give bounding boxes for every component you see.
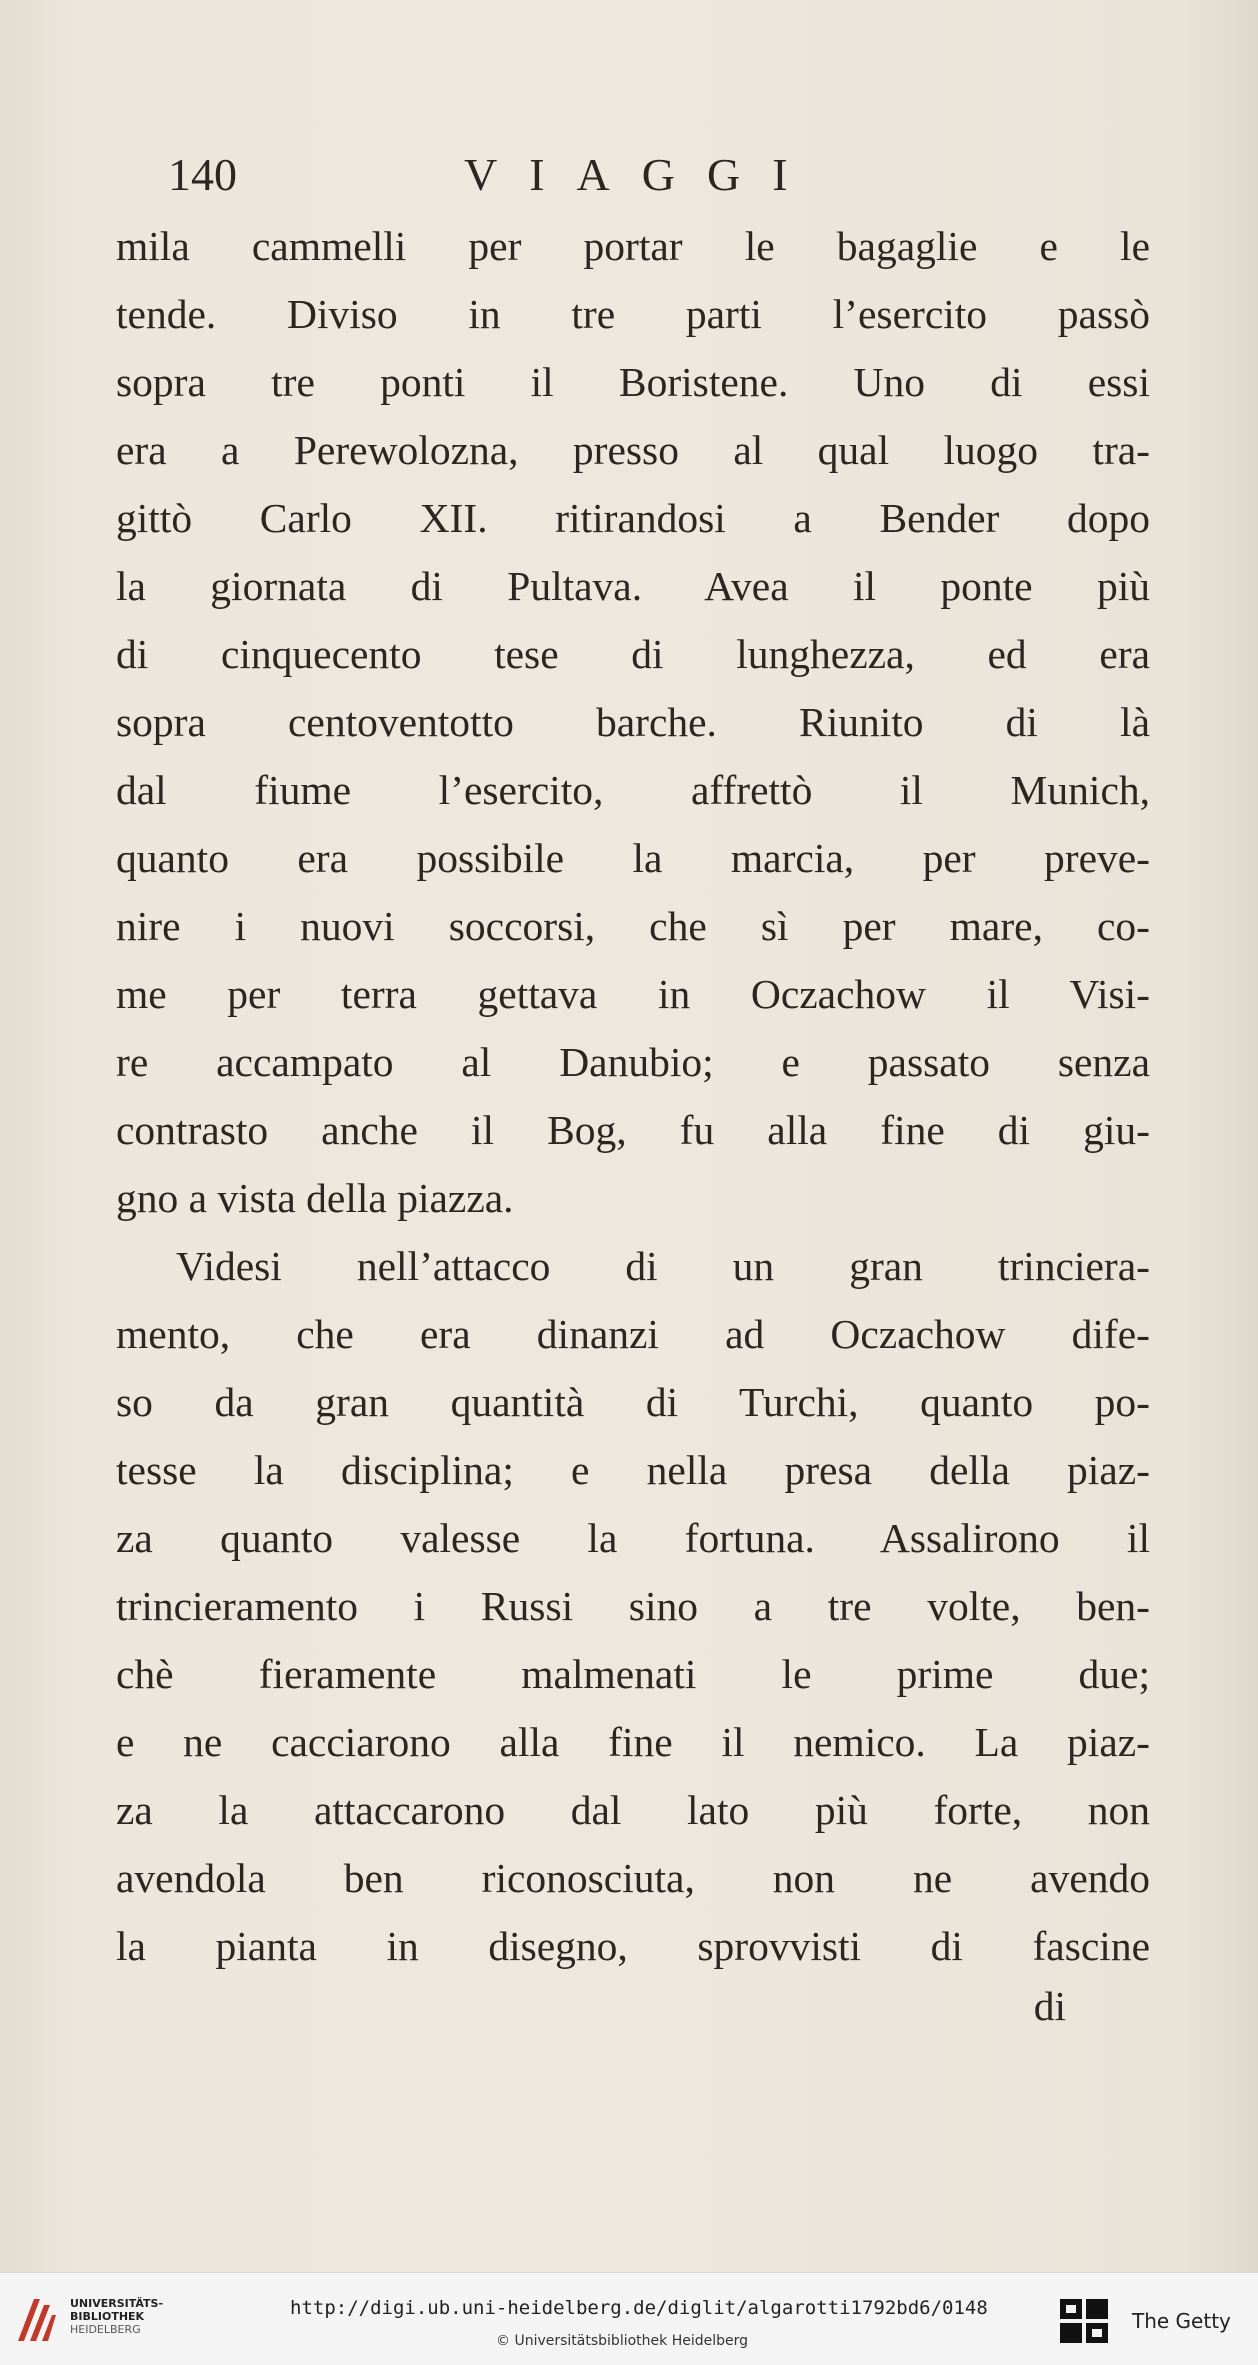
- paragraph-start-line: Videsi nell’attacco di un gran trinciera-: [176, 1243, 1150, 1289]
- text-line: contrasto anche il Bog, fu alla fine di giu-: [116, 1107, 1150, 1153]
- text-line: za la attaccarono dal lato più forte, non: [116, 1787, 1150, 1833]
- body-text: [116, 212, 1150, 1980]
- text-line: quanto era possibile la marcia, per preve-: [116, 835, 1150, 881]
- text-line: era a Perewolozna, presso al qual luogo tra-: [116, 427, 1150, 473]
- institution-line: UNIVERSITÄTS-: [70, 2297, 164, 2310]
- page-header: [168, 148, 1128, 208]
- text-line: sopra centoventotto barche. Riunito di là: [116, 699, 1150, 745]
- page-number: 140: [168, 149, 237, 200]
- text-line: di cinquecento tese di lunghezza, ed era: [116, 631, 1150, 677]
- text-line: mento, che era dinanzi ad Oczachow dife-: [116, 1311, 1150, 1357]
- viewer-footer: [0, 2272, 1258, 2365]
- text-line: re accampato al Danubio; e passato senza: [116, 1039, 1150, 1085]
- text-line: sopra tre ponti il Boristene. Uno di essi: [116, 359, 1150, 405]
- catchword: di: [1033, 1983, 1066, 2029]
- permalink-url[interactable]: http://digi.ub.uni-heidelberg.de/diglit/algarotti1792bd6/0148: [290, 2297, 988, 2319]
- institution-name: [70, 2297, 163, 2336]
- text-line: za quanto valesse la fortuna. Assalirono il: [116, 1515, 1150, 1561]
- text-line: trincieramento i Russi sino a tre volte, ben-: [116, 1583, 1150, 1629]
- text-line: la pianta in disegno, sprovvisti di fascine: [116, 1923, 1150, 1969]
- heidelberg-university-library-icon: [14, 2295, 58, 2345]
- text-line: nire i nuovi soccorsi, che sì per mare, co-: [116, 903, 1150, 949]
- text-line: e ne cacciarono alla fine il nemico. La piaz-: [116, 1719, 1150, 1765]
- text-line: chè fieramente malmenati le prime due;: [116, 1651, 1150, 1697]
- text-line: mila cammelli per portar le bagaglie e le: [116, 223, 1150, 269]
- text-line: so da gran quantità di Turchi, quanto po-: [116, 1379, 1150, 1425]
- text-line: gittò Carlo XII. ritirandosi a Bender dopo: [116, 495, 1150, 541]
- text-line: avendola ben riconosciuta, non ne avendo: [116, 1855, 1150, 1901]
- text-line: dal fiume l’esercito, affrettò il Munich,: [116, 767, 1150, 813]
- text-line: me per terra gettava in Oczachow il Visi-: [116, 971, 1150, 1017]
- partner-name: The Getty: [1132, 2309, 1231, 2333]
- institution-line: HEIDELBERG: [70, 2323, 141, 2336]
- institution-line: BIBLIOTHEK: [70, 2310, 145, 2323]
- running-head: VIAGGI: [464, 149, 820, 200]
- getty-icon: [1058, 2297, 1112, 2345]
- paragraph-end-line: gno a vista della piazza.: [116, 1175, 514, 1221]
- text-line: la giornata di Pultava. Avea il ponte più: [116, 563, 1150, 609]
- text-line: tende. Diviso in tre parti l’esercito passò: [116, 291, 1150, 337]
- copyright-notice: © Universitätsbibliothek Heidelberg: [496, 2333, 749, 2349]
- text-line: tesse la disciplina; e nella presa della piaz-: [116, 1447, 1150, 1493]
